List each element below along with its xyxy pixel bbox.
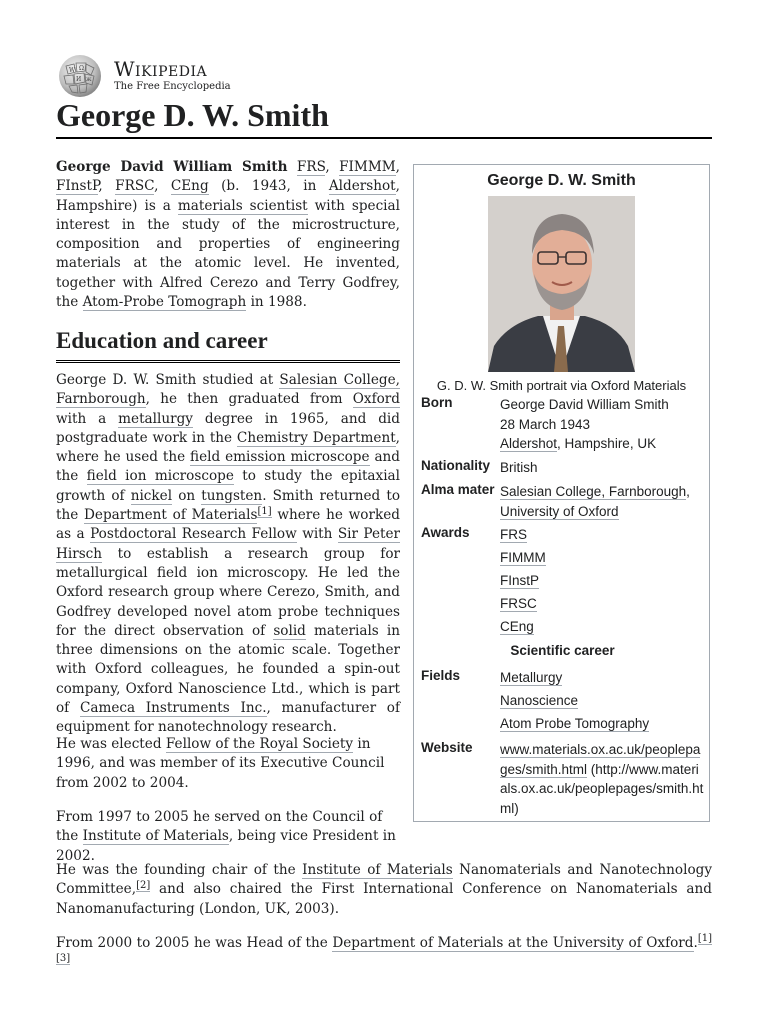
text: , where he used the: [56, 429, 400, 466]
text: From 2000 to 2005 he was Head of the: [56, 935, 328, 951]
wikipedia-logo[interactable]: [56, 54, 231, 98]
link-institute-of-materials[interactable]: Institute of Materials: [82, 828, 229, 845]
text: . Smith returned to the: [56, 487, 401, 524]
nationality-label: Nationality: [421, 458, 491, 473]
text: to establish a research group for metallurgical field ion microscopy. He led the Oxford research group where Cerezo, Smith, and Godfrey developed novel atom probe techniques for the direct observation of: [56, 545, 400, 639]
text: , being vice President in 2002.: [56, 828, 396, 864]
born-name: George David William Smith: [500, 397, 669, 412]
text: , Hampshire, UK: [557, 436, 657, 451]
link-field-ion-microscope[interactable]: field ion microscope: [86, 468, 234, 485]
wordmark: [114, 59, 231, 93]
link-department-of-materials-oxford[interactable]: Department of Materials at the University of Oxford: [332, 935, 694, 951]
text: in 1988.: [250, 294, 307, 311]
text: with special interest in the study of the microstructure, composition and properties of engineering materials at the atomic level. He invented, together with Alfred Cerezo and Terry Godfrey, the: [56, 197, 400, 311]
born-place: [500, 434, 706, 454]
text: , he then graduated from: [145, 391, 343, 408]
text: with a: [56, 410, 107, 427]
text: From 1997 to 2005 he served on the Council of the: [56, 809, 383, 845]
text: , Hampshire) is a: [56, 178, 400, 214]
website-value: [500, 740, 706, 818]
link-fellow-royal-society[interactable]: Fellow of the Royal Society: [165, 736, 354, 752]
royal-society-paragraph: [56, 735, 400, 793]
council-paragraph: [56, 808, 400, 866]
link-peter-hirsch[interactable]: Sir Peter Hirsch: [56, 526, 400, 562]
link-field-emission-microscope[interactable]: field emission microscope: [190, 449, 370, 466]
page-title: George D. W. Smith: [56, 96, 712, 139]
svg-text:Ω: Ω: [79, 65, 84, 72]
text: and also chaired the First International Conference on Nanomaterials and Nanomanufacturing (London, UK, 2003).: [56, 881, 712, 917]
text: He was elected: [56, 736, 162, 752]
alma-mater-label: Alma mater: [421, 482, 495, 497]
field-link[interactable]: Metallurgy: [500, 670, 563, 685]
text: Nanomaterials and Nanotechnology Committee,: [56, 862, 713, 898]
text: , manufacturer of equipment for nanotechnology research.: [56, 700, 400, 736]
born-label: Born: [421, 395, 453, 410]
svg-text:Ж: Ж: [86, 77, 92, 83]
scientific-career-header: Scientific career: [510, 643, 615, 658]
text: with: [302, 526, 333, 543]
head-paragraph: [56, 934, 712, 973]
text: He was the founding chair of the: [56, 862, 296, 878]
link-nickel[interactable]: nickel: [130, 487, 173, 504]
founding-chair-paragraph: [56, 861, 712, 919]
reference-1[interactable]: [1]: [257, 505, 272, 517]
intro-paragraph: George David William Smith FRS, FIMMM, FInstP, FRSC, CEng (b. 1943, in Aldershot, Hampshire) is a materials scientist with special interest in the study of the microstructure, composition and properties of engineering materials at the atomic level. He invented, together with Alfred Cerezo and Terry Godfrey, the Atom-Probe Tomograph in 1988.: [56, 159, 400, 311]
wordmark-title: Wikipedia: [114, 57, 208, 81]
link-solid[interactable]: solid: [273, 622, 306, 639]
alma-mater-value: [500, 482, 706, 521]
link-oxford[interactable]: Oxford: [352, 391, 400, 408]
text: on: [178, 487, 196, 504]
link-institute-of-materials[interactable]: Institute of Materials: [302, 862, 453, 878]
link-atom-probe-tomograph[interactable]: Atom-Probe Tomograph: [82, 294, 247, 311]
text: ,: [686, 484, 690, 499]
wordmark-subtitle: The Free Encyclopedia: [114, 81, 231, 92]
text: .: [693, 935, 698, 951]
award-link[interactable]: FRSC: [500, 596, 537, 611]
reference-2[interactable]: [2]: [136, 879, 151, 891]
link-aldershot[interactable]: Aldershot: [328, 178, 396, 195]
website-url-text: (http://www.materials.ox.ac.uk/peoplepages/smith.html): [500, 761, 704, 816]
link-chemistry-department[interactable]: Chemistry Department: [236, 429, 396, 446]
link-tungsten[interactable]: tungsten: [201, 487, 263, 504]
link-fimmm[interactable]: FIMMM: [339, 159, 396, 175]
reference-1[interactable]: [1]: [697, 933, 712, 945]
svg-text:И: И: [76, 76, 82, 83]
link-materials-scientist[interactable]: materials scientist: [177, 197, 308, 214]
link-aldershot[interactable]: Aldershot: [500, 436, 558, 451]
link-metallurgy[interactable]: metallurgy: [118, 410, 193, 427]
nationality-value: British: [500, 460, 538, 475]
link-postdoctoral-research-fellow[interactable]: Postdoctoral Research Fellow: [90, 526, 297, 543]
link-frsc[interactable]: FRSC: [115, 178, 155, 195]
link-cameca-instruments[interactable]: Cameca Instruments Inc.: [79, 700, 267, 717]
awards-label: Awards: [421, 525, 470, 540]
section-heading-education: Education and career: [56, 327, 400, 363]
text: in 1996, and was member of its Executive Council from 2002 to 2004.: [56, 736, 385, 791]
website-link[interactable]: www.materials.ox.ac.uk/peoplepages/smith.html: [500, 742, 701, 777]
fields-label: Fields: [421, 668, 461, 683]
awards-value: [500, 525, 706, 640]
text: degree in 1965, and did postgraduate work in the: [56, 410, 400, 446]
text: where he worked as a: [56, 507, 400, 543]
portrait-photo[interactable]: [488, 196, 635, 372]
award-link[interactable]: FInstP: [500, 573, 540, 588]
infobox: [413, 164, 710, 822]
field-link[interactable]: Nanoscience: [500, 693, 579, 708]
text: (b. 1943, in: [221, 178, 317, 195]
link-salesian-college[interactable]: Salesian College, Farnborough: [500, 484, 687, 499]
reference-3[interactable]: [3]: [56, 952, 71, 964]
link-frs[interactable]: FRS: [296, 159, 326, 175]
infobox-title: George D. W. Smith: [487, 172, 636, 189]
subject-name: George David William Smith: [56, 159, 288, 175]
link-department-of-materials[interactable]: Department of Materials: [84, 507, 258, 524]
link-salesian-college[interactable]: Salesian College, Farnborough: [56, 372, 400, 408]
field-link[interactable]: Atom Probe Tomography: [500, 716, 650, 731]
fields-value: [500, 668, 706, 737]
award-link[interactable]: CEng: [500, 619, 534, 634]
link-finstp[interactable]: FInstP: [56, 178, 99, 195]
career-paragraph: [56, 371, 400, 738]
award-link[interactable]: FRS: [500, 527, 527, 542]
text: to study the epitaxial growth of: [56, 468, 400, 504]
svg-text:W: W: [69, 67, 76, 74]
text: materials in three dimensions on the atomic scale. Together with Oxford colleagues, he founded a spin-out company, Oxford Nanoscience Ltd., which is part of: [56, 622, 400, 717]
wikipedia-globe-icon: [56, 54, 104, 98]
link-university-of-oxford[interactable]: University of Oxford: [500, 503, 619, 519]
award-link[interactable]: FIMMM: [500, 550, 546, 565]
infobox-caption: G. D. W. Smith portrait via Oxford Materials: [436, 378, 687, 393]
text: and the: [56, 449, 400, 485]
born-value: [500, 395, 706, 454]
website-label: Website: [421, 740, 473, 755]
born-date: 28 March 1943: [500, 416, 591, 432]
text: George D. W. Smith studied at: [56, 372, 274, 388]
link-ceng[interactable]: CEng: [170, 178, 209, 195]
